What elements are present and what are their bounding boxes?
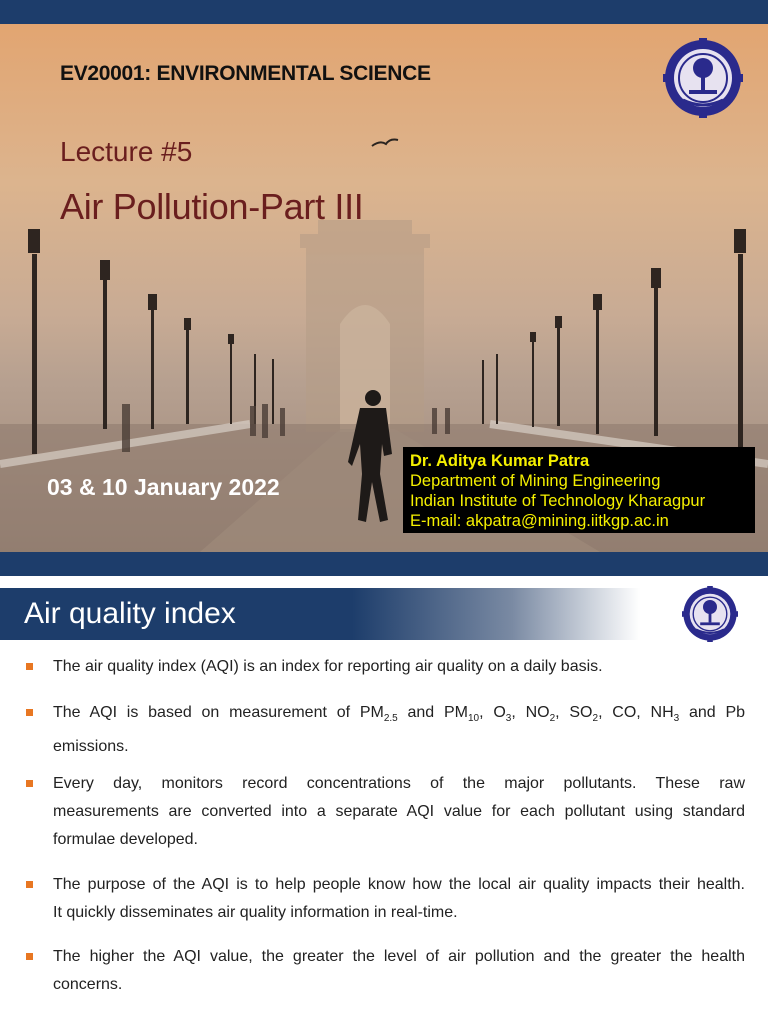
author-email: E-mail: akpatra@mining.iitkgp.ac.in	[410, 512, 669, 530]
bullet-marker	[26, 780, 33, 787]
bullet-line: emissions.	[53, 738, 129, 756]
iit-kgp-logo-icon	[663, 38, 743, 118]
bullet-marker	[26, 663, 33, 670]
lecture-date: 03 & 10 January 2022	[47, 474, 280, 500]
author-name: Dr. Aditya Kumar Patra	[410, 452, 590, 470]
bullet-line: concerns.	[53, 976, 123, 993]
bullet-line: formulae developed.	[53, 831, 198, 848]
bullet-line: It quickly disseminates air quality information in real-time.	[53, 904, 458, 921]
list-item	[53, 770, 745, 854]
author-department: Department of Mining Engineering	[410, 472, 661, 490]
bullet-line: Every day, monitors record concentrations of the major pollutants. These raw	[53, 775, 745, 792]
bullet-line: The purpose of the AQI is to help people know how the local air quality impacts their health.	[53, 876, 745, 893]
bullet-marker	[26, 953, 33, 960]
list-item	[53, 653, 745, 681]
list-item	[53, 699, 745, 761]
top-band	[0, 0, 768, 24]
bullet-line: The air quality index (AQI) is an index for reporting air quality on a daily basis.	[53, 658, 603, 675]
bullet-marker	[26, 709, 33, 716]
author-institute: Indian Institute of Technology Kharagpur	[410, 492, 706, 510]
author-info-box	[403, 447, 755, 533]
bottom-band	[0, 552, 768, 576]
bullet-line: measurements are converted into a separate AQI value for each pollutant using standard	[53, 803, 745, 820]
bullet-line: The AQI is based on measurement of $PM_{2.5}$ and $PM_{10}$, $O_3$, $NO_2$, $SO_2$, CO, $NH_3$ and Pb	[53, 704, 746, 725]
list-item	[53, 943, 745, 999]
lecture-number: Lecture #5	[60, 136, 193, 167]
list-item	[53, 871, 745, 927]
lecture-title: Air Pollution-Part III	[60, 186, 364, 227]
aqi-slide	[0, 576, 768, 1024]
course-title: EV20001: ENVIRONMENTAL SCIENCE	[60, 62, 431, 85]
bullet-line: The higher the AQI value, the greater the level of air pollution and the greater the health	[53, 948, 745, 965]
slide-title: Air quality index	[24, 597, 236, 630]
bullet-marker	[26, 881, 33, 888]
iit-kgp-logo-icon	[682, 586, 738, 642]
